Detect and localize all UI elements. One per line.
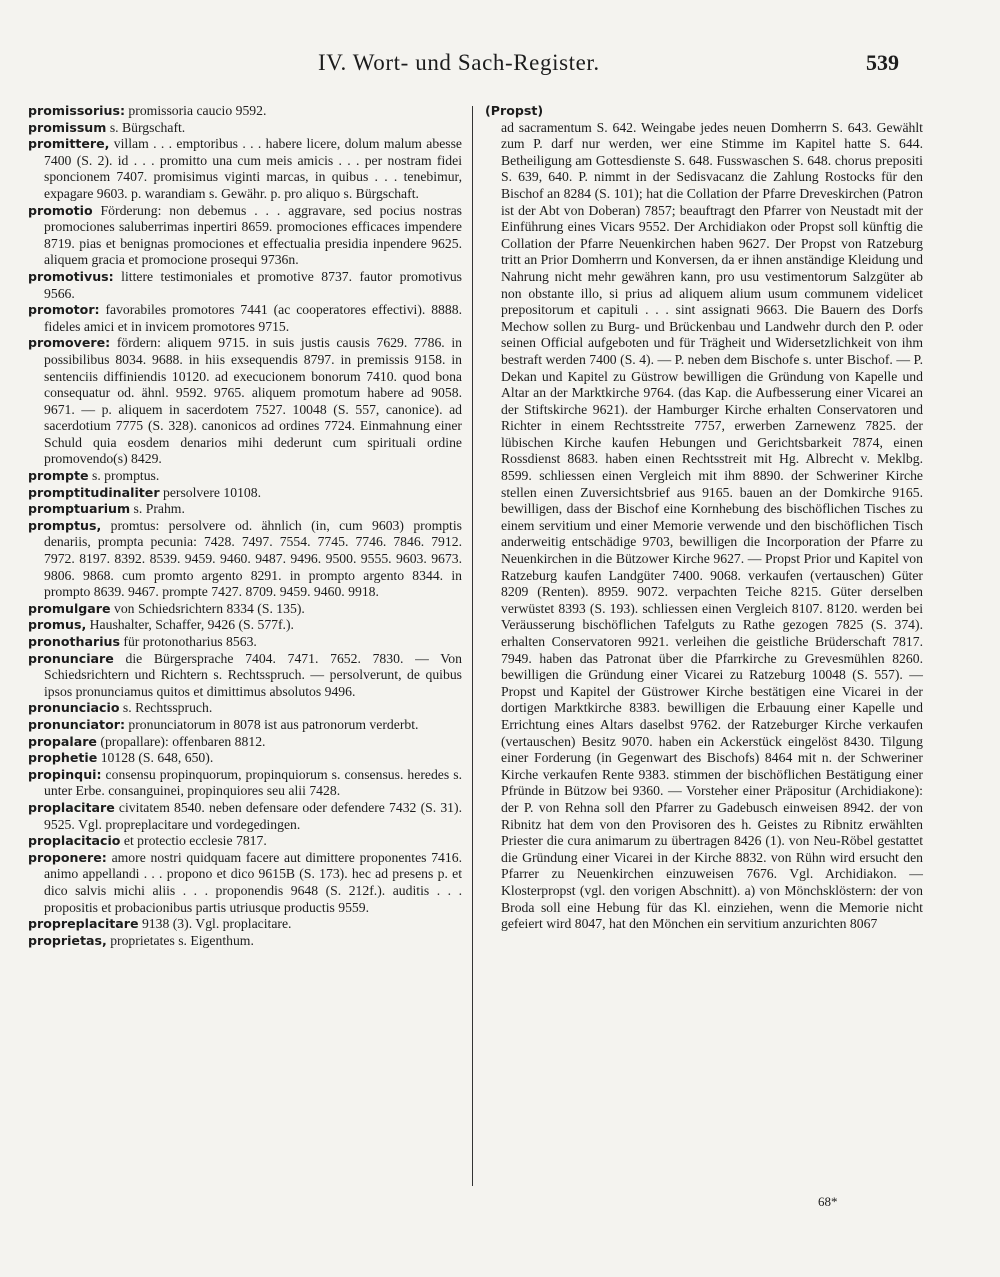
entry-text: s. promptus. [88,468,160,484]
index-entry [28,103,462,120]
entry-headword: promus, [28,617,87,633]
entry-headword: promittere, [28,136,110,152]
index-entry [28,734,462,751]
entry-headword: proplacitare [28,799,115,815]
entry-headword: promissorius: [28,103,125,118]
entry-text: et protectio ecclesie 7817. [120,833,267,849]
index-entry [28,302,462,335]
entry-text: promissoria caucio 9592. [125,103,267,118]
column-divider [472,106,473,1186]
entry-headword: pronotharius [28,634,120,649]
entry-text: die Bürgersprache 7404. 7471. 7652. 7830. — Von Schiedsrichtern und Richtern s. Rechtsspruch. — persolverunt, de quibus ipsos pronunciamus quitos et dimittimus absolutos 9496. [44,650,462,699]
entry-headword: promotivus: [28,268,114,284]
entry-text: amore nostri quidquam facere aut dimittere proponentes 7416. animo appellandi . . . propono et dico 9615B (S. 173). hec ad presens p. et dico salvis michi aliis . . . proponendis 9648 (S. 212f.). auditis . . . propositis et probacionibus partis utriusque productis 9559. [44,849,462,915]
entry-headword: pronunciare [28,650,114,666]
entry-text: civitatem 8540. neben defensare oder defendere 7432 (S. 31). 9525. Vgl. propreplacitare und vordegedingen. [44,799,462,832]
entry-text: Haushalter, Schaffer, 9426 (S. 577f.). [86,617,294,633]
entry-headword: proplacitacio [28,833,121,849]
index-entry [28,617,462,634]
entry-text: persolvere 10108. [159,484,262,500]
index-entry [28,717,462,734]
entry-headword: propreplacitare [28,916,139,932]
entry-headword: pronunciator: [28,716,125,732]
index-entry [28,651,462,701]
entry-text: proprietates s. Eigenthum. [106,932,254,948]
entry-text: promtus: persolvere od. ähnlich (in, cum 9603) promptis denariis, prompta pecunia: 7428. 7497. 7554. 7745. 7746. 7846. 7912. 7972. 8197. 8392. 8539. 9459. 9460. 9487. 9496. 9500. 9555. 9603. 9673. 9806. 9868. cum promto argento 8291. in prompto argento 8344. in prompto 8639. 9467. prompte 7427. 8709. 9459. 9460. 9918. [44,517,462,600]
entry-text: für protonotharius 8563. [119,634,257,649]
entry-headword: propalare [28,733,97,749]
entry-headword: prophetie [28,750,98,766]
right-column [485,103,923,933]
index-entry [28,601,462,618]
entry-headword: proprietas, [28,932,107,948]
entry-headword: promissum [28,119,107,135]
continued-headword: (Propst) [485,103,544,118]
left-column [28,103,462,949]
entry-text: von Schiedsrichtern 8334 (S. 135). [110,600,305,616]
entry-text: fördern: aliquem 9715. in suis justis causis 7629. 7786. in possibilibus 8034. 9688. in hiis exsequendis 8797. in premissis 9158. in sentenciis diffiniendis 10120. ad execucionem bonorum 7410. quod bona consequatur od. ähnl. 9592. 9765. aliquem promotum habere ad 9058. 9671. — p. aliquem in sacerdotem 7527. 10048 (S. 557, canonice). ad sacerdotium 7775 (S. 328). canonicos ad ordines 7724. Einmahnung einer Schuld quia eosdem denarios mihi dederunt cum spirituali ordine promovendo(s) 8429. [44,335,462,467]
index-entry [28,335,462,468]
entry-text: 10128 (S. 648, 650). [97,750,214,766]
entry-headword: pronunciacio [28,700,120,716]
index-entry [28,501,462,518]
running-title: IV. Wort- und Sach-Register. [318,50,600,75]
index-entry [28,120,462,137]
index-entry [28,136,462,202]
entry-text: pronunciatorum in 8078 ist aus patronorum verderbt. [124,716,419,732]
index-entry [28,468,462,485]
index-entry [28,485,462,502]
entry-headword: promotio [28,202,93,218]
index-entry [28,518,462,601]
continued-entry-text: ad sacramentum S. 642. Weingabe jedes neuen Domherrn S. 643. Gewählt zum P. darf nur werden, wer eine Stimme im Kapitel hatte S. 644. Betheiligung am Gottesdienste S. 648. Fusswaschen S. 648. chorus prepositi S. 639, 640. P. nimmt in der Sedisvacanz die Zahlung Rostocks für den Bischof an 8284 (S. 101); hat die Collation der Pfarre Dreveskirchen (Patron ist der Abt von Doberan) 7857; beauftragt den Pfarrer von Neustadt mit der Einführung eines Vicars 9552. Der Archidiakon oder Propst soll künftig die Collation der Pfarre Neuenkirchen haben 9627. Der Propst von Ratzeburg tritt an Prior Domherrn und Konversen, da er ihnen anständige Kleidung und Nahrung nicht mehr gewähren kann, pro usu vestimentorum Salzgüter ab non obstante illo, si prius ad aliquem alium usum communem videlicet prepositorum et capituli . . . sint assignati 9663. Die Bauern des Dorfs Mechow sollen zu Burg- und Brückenbau und Landwehr durch den P. oder seinen Official aufgeboten und für Trägheit und Widersetzlichkeit von ihm bestraft werden 7400 (S. 4). — P. neben dem Bischofe s. unter Bischof. — P. Dekan und Kapitel zu Güstrow bewilligen die Gründung von Kapelle und Altar an der Marktkirche 9764. (das Kap. die Aufbesserung einer Vicarei an der Stiftskirche 9621). der Hamburger Kirche erhalten Conservatoren und Richter in einem Rechtsstreite 7757, erwerben Zarnewenz 7825. der lübischen Kirche kaufen Hebungen und Gerichtsbarkeit 7874, einen Rossdienst 8683. haben einen Rechtsstreit mit Hg. Albrecht v. Meklbg. 8599. schliessen einen Vergleich mit ihm 8890. der Schweriner Kirche stellen einen Zuversichtsbrief aus 9165. bauen an der Domkirche 9165. bewilligen, dass der Bischof eine Kornhebung des bischöflichen Tisches zu einem servitium und einer Memorie verwende und den bischöflichen Tisch anderweitig entschädige 9703, bewilligen die Incorporation der Pfarre zu Neuenkirchen in die Bützower Kirche 9627. — Propst Prior und Kapitel von Ratzeburg kaufen Landgüter 7400. 9068. verkaufen (vertauschen) Güter 8209 (Renten). 8959. 9072. verpachten Teiche 8215. Güter derselben verwüstet 8393 (S. 193). schliessen einen Vergleich 8107. 8120. werden bei Veräusserung bischöflichen Tafelguts zu Rathe gezogen 7825 (S. 374). erhalten Conservatoren 9921. verleihen die geistliche Brüderschaft 7817. 7949. haben das Patronat über die Pfarrkirche zu Grevesmühlen 8260. bewilligen die Gründung einer Vicarei zu Ratzeburg 10048 (S. 557). — Propst und Kapitel der Güstrower Kirche bestätigen eine Vicarei in der dortigen Marktkirche 8383. bewilligen die Erbauung einer Kapelle und Errichtung eines Altars daselbst 9762. der Ratzeburger Kirche verkaufen (vertauschen) Besitz 9070. haben ein Ackerstück eingelöst 8430. Tilgung einer Forderung (in Gegenwart des Bischofs) 8464 mit n. der Schweriner Kirche verkaufen Rente 9383. stimmen der bischöflichen Bestätigung einer Pfründe in Bützow bei 9360. — Vorsteher einer Präpositur (Archidiakone): der P. von Rehna soll den Pfarrer zu Gadebusch einweisen 8942. der von Ribnitz hat dem von den Provisoren des h. Geistes zu Ribnitz erwählten Priester die cura animarum zu übertragen 8426 (1). von Neu-Röbel gestattet die Gründung einer Vicarei in der Kirche 8832. von Rühn wird ersucht den Pfarrer zu Neuenkirchen einzuweisen 7676. Vgl. Archidiakon. — Klosterpropst (vgl. den vorigen Abschnitt). a) von Mönchsklöstern: der von Broda soll eine Hebung für das Kl. einziehen, wenn die Memorie nicht gefeiert wird 8047, hat den Mönchen ein servitium anzurichten 8067 [501,119,923,932]
index-entry [28,850,462,916]
entry-text: (propallare): offenbaren 8812. [96,733,266,749]
entry-headword: promptus, [28,517,102,533]
index-entry [28,800,462,833]
entry-headword: promulgare [28,600,111,616]
entry-headword: promotor: [28,302,100,318]
index-entry [28,933,462,950]
entry-text: consensu propinquorum, propinquiorum s. consensus. heredes s. unter Erbe. consanguinei, propinquiores seu alii 7428. [44,766,462,799]
entry-text: villam . . . emptoribus . . . habere licere, dolum malum abesse 7400 (S. 2). id . . . promitto una cum meis amicis . . . per nostram fidei sponcionem 7407. promisimus viginti marcas, in quibus . . . tenebimur, expagare 9603. p. warandiam s. Gewähr. p. pro aliquo s. Bürgschaft. [44,136,462,201]
page-number: 539 [866,50,899,75]
index-entry [28,767,462,800]
entry-text: Förderung: non debemus . . . aggravare, sed pocius nostras promociones saluberrimas inpertiri 8659. promociones efficaces impendere 8719. pias et benignas promociones et effectualia presidia inpendere 9625. aliquem gracia et promocione prosequi 9736n. [44,202,462,268]
entry-headword: proponere: [28,849,107,865]
entry-headword: promptuarium [28,501,131,517]
index-entry [28,269,462,302]
index-entry [28,203,462,269]
entry-text: s. Bürgschaft. [106,119,186,135]
entry-text: s. Prahm. [130,501,185,517]
entry-text: favorabiles promotores 7441 (ac cooperatores effectivi). 8888. fideles amici et in invicem promotores 9715. [44,302,462,334]
signature-mark: 68* [818,1194,838,1209]
entry-headword: propinqui: [28,766,102,782]
index-entry [28,634,462,651]
entry-headword: promovere: [28,335,111,351]
entry-text: 9138 (3). Vgl. proplacitare. [138,916,292,932]
entry-text: s. Rechtsspruch. [119,700,213,716]
page-header [0,50,1000,90]
index-entry [28,750,462,767]
entry-text: littere testimoniales et promotive 8737. fautor promotivus 9566. [44,268,462,301]
index-entry [28,700,462,717]
entry-headword: promptitudinaliter [28,484,160,500]
index-entry [28,833,462,850]
index-entry [28,916,462,933]
entry-headword: prompte [28,468,89,484]
